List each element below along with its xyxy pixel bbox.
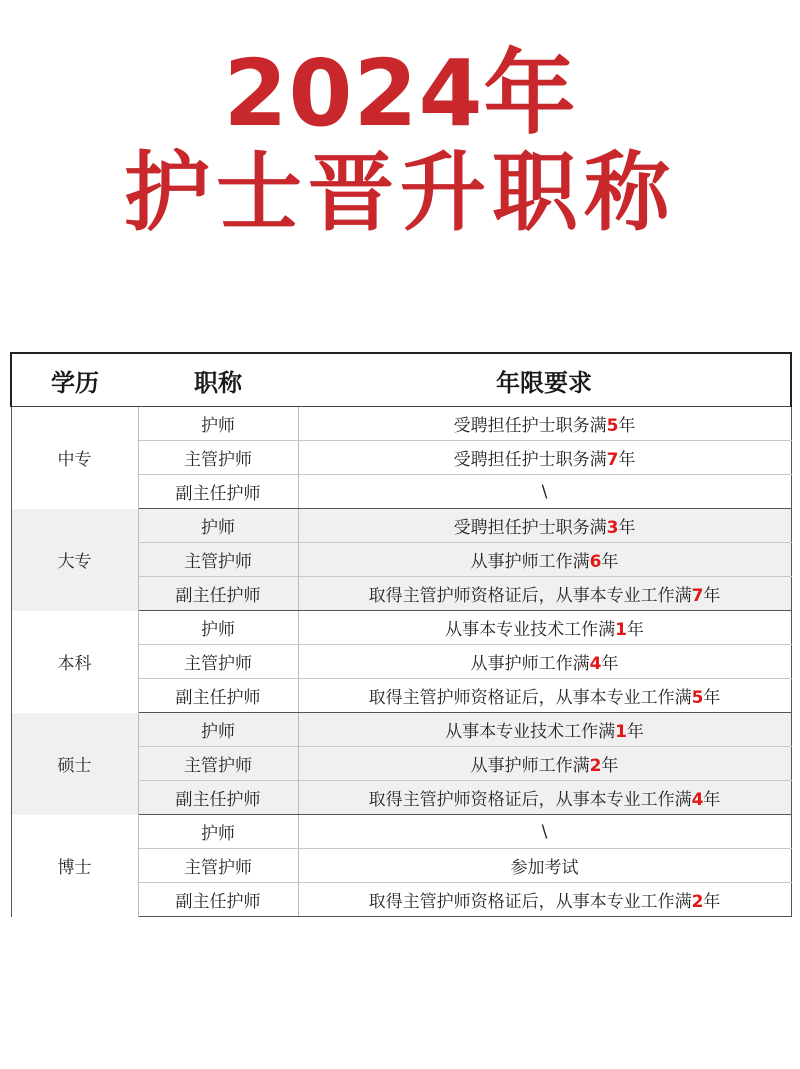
header-years-requirement: 年限要求 — [298, 353, 791, 407]
rank-cell: 副主任护师 — [138, 679, 298, 713]
requirement-text: 从事本专业技术工作满 — [445, 722, 616, 742]
rank-cell: 主管护师 — [138, 747, 298, 781]
rank-cell: 护师 — [138, 815, 298, 849]
requirement-cell — [298, 543, 791, 577]
promotion-requirements-table — [10, 352, 792, 917]
table-header-row — [11, 353, 791, 407]
requirement-years: 1 — [615, 722, 627, 742]
requirement-unit: 年 — [703, 892, 721, 912]
group-boshi — [11, 815, 791, 917]
requirement-unit: 年 — [601, 756, 619, 776]
education-cell: 博士 — [11, 815, 138, 917]
requirement-text: 取得主管护师资格证后，从事本专业工作满 — [368, 892, 692, 912]
requirement-cell — [298, 441, 791, 475]
requirement-years: 3 — [606, 518, 619, 538]
requirement-years: 5 — [606, 416, 619, 436]
requirement-text: \ — [541, 821, 548, 842]
requirement-years: 6 — [589, 552, 602, 572]
requirement-unit: 年 — [703, 688, 721, 708]
requirement-cell — [298, 475, 791, 509]
requirement-unit: 年 — [601, 552, 619, 572]
rank-cell: 护师 — [138, 713, 298, 747]
table-row — [11, 815, 791, 849]
table-row — [11, 713, 791, 747]
rank-cell: 主管护师 — [138, 441, 298, 475]
group-dazhuan — [11, 509, 791, 611]
requirement-text: 从事护师工作满 — [470, 552, 590, 572]
rank-cell: 护师 — [138, 407, 298, 441]
rank-cell: 护师 — [138, 611, 298, 645]
requirement-text: 从事本专业技术工作满 — [445, 620, 616, 640]
requirement-unit: 年 — [618, 416, 636, 436]
rank-cell: 主管护师 — [138, 849, 298, 883]
requirement-cell — [298, 645, 791, 679]
table-row — [11, 611, 791, 645]
requirement-cell — [298, 747, 791, 781]
requirement-unit: 年 — [618, 450, 636, 470]
requirement-years: 2 — [691, 892, 704, 912]
requirement-text: 参加考试 — [510, 858, 579, 878]
requirement-text: 取得主管护师资格证后，从事本专业工作满 — [368, 586, 692, 606]
education-cell: 大专 — [11, 509, 138, 611]
requirement-cell — [298, 577, 791, 611]
requirement-unit: 年 — [618, 518, 636, 538]
rank-cell: 护师 — [138, 509, 298, 543]
requirement-cell — [298, 713, 791, 747]
rank-cell: 主管护师 — [138, 645, 298, 679]
requirement-text: 受聘担任护士职务满 — [453, 450, 607, 470]
page-title-year: 2024年 — [223, 40, 577, 147]
requirement-cell — [298, 815, 791, 849]
header-title-rank: 职称 — [138, 353, 298, 407]
requirement-text: 取得主管护师资格证后，从事本专业工作满 — [368, 790, 692, 810]
requirement-cell — [298, 679, 791, 713]
education-cell: 中专 — [11, 407, 138, 509]
requirement-text: \ — [541, 481, 548, 502]
page-title-subject: 护士晋升职称 — [124, 143, 676, 243]
requirement-cell — [298, 781, 791, 815]
table-row — [11, 407, 791, 441]
requirement-years: 1 — [615, 620, 627, 640]
group-zhongzhuan — [11, 407, 791, 509]
rank-cell: 主管护师 — [138, 543, 298, 577]
rank-cell: 副主任护师 — [138, 781, 298, 815]
requirement-cell — [298, 883, 791, 917]
table-row — [11, 509, 791, 543]
group-shuoshi — [11, 713, 791, 815]
rank-cell: 副主任护师 — [138, 577, 298, 611]
rank-cell: 副主任护师 — [138, 883, 298, 917]
requirement-text: 取得主管护师资格证后，从事本专业工作满 — [368, 688, 692, 708]
requirement-cell — [298, 611, 791, 645]
requirement-years: 2 — [589, 756, 602, 776]
requirement-text: 受聘担任护士职务满 — [453, 518, 607, 538]
requirement-unit: 年 — [601, 654, 619, 674]
rank-cell: 副主任护师 — [138, 475, 298, 509]
requirement-text: 从事护师工作满 — [470, 756, 590, 776]
requirement-years: 4 — [589, 654, 602, 674]
requirement-text: 受聘担任护士职务满 — [453, 416, 607, 436]
requirement-unit: 年 — [626, 722, 644, 742]
education-cell: 硕士 — [11, 713, 138, 815]
education-cell: 本科 — [11, 611, 138, 713]
requirement-years: 7 — [606, 450, 619, 470]
requirement-cell — [298, 509, 791, 543]
requirement-cell — [298, 407, 791, 441]
requirement-unit: 年 — [703, 790, 721, 810]
requirement-years: 4 — [691, 790, 704, 810]
requirement-cell — [298, 849, 791, 883]
requirement-years: 5 — [691, 688, 704, 708]
group-benke — [11, 611, 791, 713]
requirement-unit: 年 — [626, 620, 644, 640]
requirement-text: 从事护师工作满 — [470, 654, 590, 674]
header-education: 学历 — [11, 353, 138, 407]
requirement-unit: 年 — [703, 586, 721, 606]
requirement-years: 7 — [691, 586, 704, 606]
